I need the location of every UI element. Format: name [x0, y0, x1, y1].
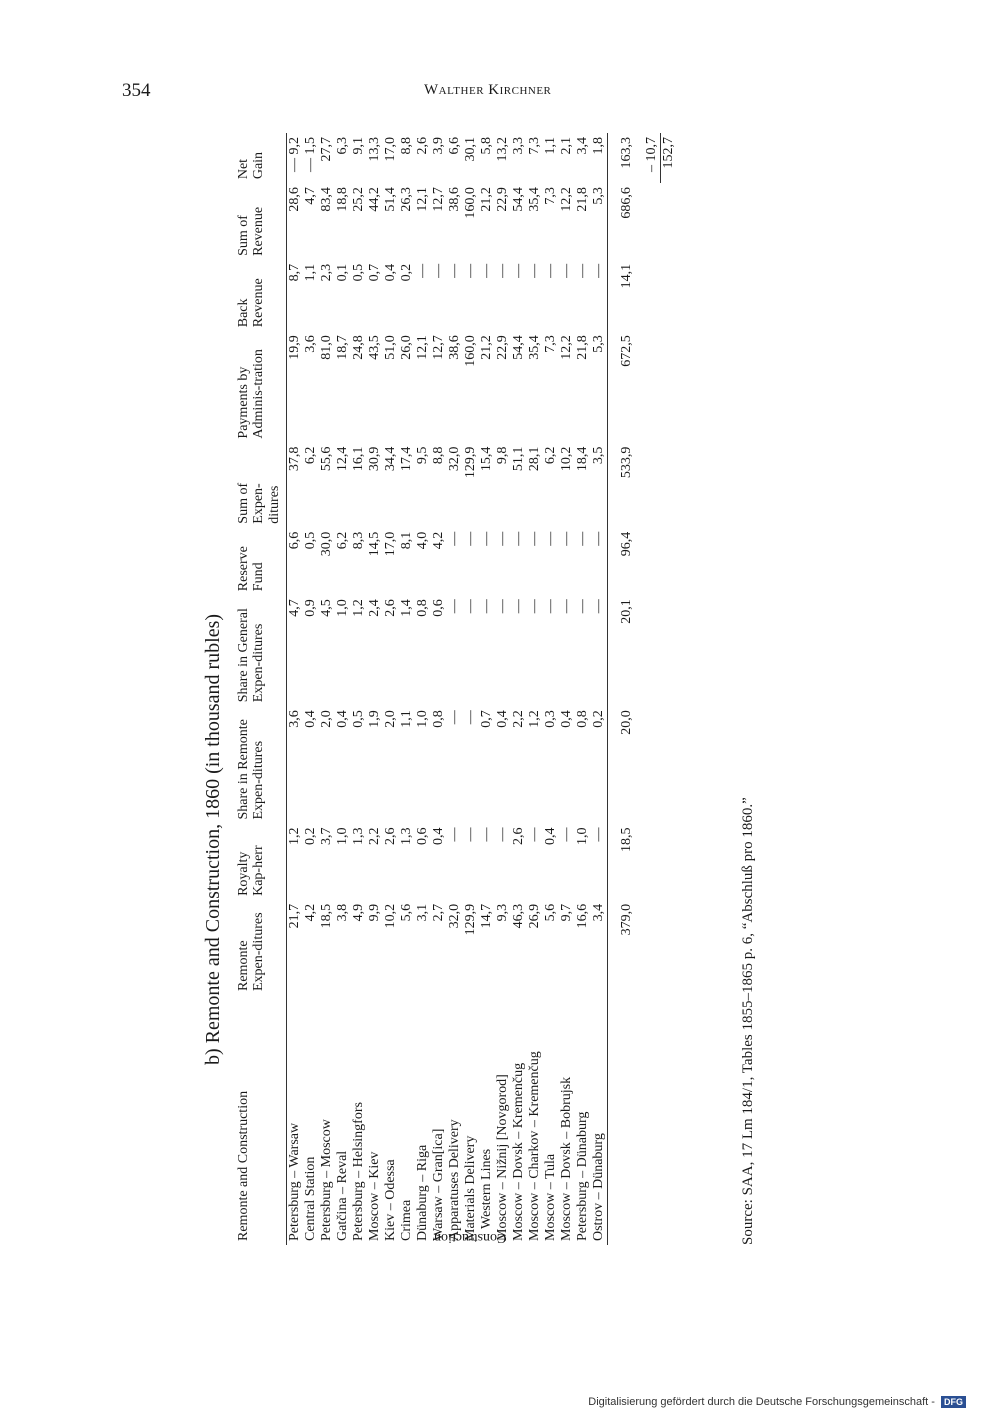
cell-value: 9,3: [495, 903, 511, 922]
cell-value: —: [463, 710, 479, 725]
cell-value: 16,1: [351, 446, 367, 472]
cell-value: 4,2: [303, 903, 319, 922]
cell-value: —: [463, 599, 479, 614]
cell-value: 18,8: [335, 187, 351, 212]
column-header: Net Gain: [236, 151, 267, 180]
row-label: Petersburg – Moscow: [319, 1119, 335, 1241]
cell-value: 21,7: [287, 903, 303, 929]
cell-value: 1,1: [543, 137, 559, 155]
cell-value: 8,3: [351, 531, 367, 550]
rotated-table-block: [202, 125, 782, 1245]
column-header: Royalty Kap-herr: [236, 845, 267, 896]
cell-value: 8,8: [399, 137, 415, 155]
cell-value: 5,8: [479, 137, 495, 155]
column-header: Share in Remonte Expen-ditures: [236, 719, 267, 820]
cell-value: —: [527, 599, 543, 614]
row-label: Western Lines: [479, 1148, 495, 1229]
cell-value: —: [463, 531, 479, 546]
cell-value: 0,2: [303, 827, 319, 845]
total-value: 20,0: [619, 710, 635, 735]
cell-value: 26,9: [527, 903, 543, 929]
row-label: Central Station: [303, 1156, 319, 1241]
row-label: Ostrov – Dünaburg: [591, 1133, 607, 1241]
cell-value: —: [479, 599, 495, 614]
cell-value: 2,4: [367, 599, 383, 617]
row-label: Materials Delivery: [463, 1135, 479, 1241]
cell-value: —: [527, 827, 543, 842]
cell-value: —: [479, 531, 495, 546]
cell-value: 3,8: [335, 903, 351, 922]
cell-value: 129,9: [463, 446, 479, 479]
table-row: [495, 133, 511, 1245]
net-total-row: [661, 133, 678, 1245]
cell-value: — 9,2: [287, 137, 303, 172]
table-row: [575, 133, 591, 1245]
cell-value: 34,4: [383, 446, 399, 472]
cell-value: 46,3: [511, 903, 527, 929]
cell-value: —: [543, 263, 559, 278]
table-row: [319, 133, 335, 1245]
cell-value: 2,7: [431, 903, 447, 922]
table-row: [415, 133, 431, 1245]
cell-value: 28,1: [527, 446, 543, 472]
cell-value: 1,3: [351, 827, 367, 845]
cell-value: 13,3: [367, 137, 383, 162]
cell-value: 14,5: [367, 531, 383, 557]
cell-value: 2,1: [559, 137, 575, 155]
table-row: [287, 133, 304, 1245]
table-row: [559, 133, 575, 1245]
cell-value: 24,8: [351, 335, 367, 360]
total-value: 20,1: [619, 599, 635, 624]
cell-value: 30,0: [319, 531, 335, 557]
row-label: Kiev – Odessa: [383, 1159, 399, 1241]
cell-value: 2,6: [511, 827, 527, 845]
cell-value: 12,1: [415, 187, 431, 212]
cell-value: —: [511, 263, 527, 278]
cell-value: 1,2: [351, 599, 367, 617]
cell-value: —: [479, 263, 495, 278]
cell-value: 21,8: [575, 335, 591, 360]
cell-value: 0,4: [543, 827, 559, 845]
cell-value: 81,0: [319, 335, 335, 360]
cell-value: 5,3: [591, 187, 607, 205]
cell-value: —: [543, 599, 559, 614]
column-header: Remonte Expen-ditures: [236, 912, 267, 991]
source-note: Source: SAA, 17 Lm 184/1, Tables 1855–1865 p. 6, “Abschluß pro 1860.”: [740, 797, 756, 1245]
cell-value: 26,0: [399, 335, 415, 360]
cell-value: —: [559, 599, 575, 614]
row-label: Moscow – Kiev: [367, 1151, 383, 1241]
cell-value: —: [575, 531, 591, 546]
row-label: Petersburg – Helsingfors: [351, 1102, 367, 1241]
cell-value: —: [575, 263, 591, 278]
cell-value: 12,7: [431, 335, 447, 360]
table-row: [527, 133, 543, 1245]
cell-value: 7,3: [543, 187, 559, 205]
cell-value: 1,0: [335, 827, 351, 845]
cell-value: —: [447, 531, 463, 546]
cell-value: 8,8: [431, 446, 447, 465]
cell-value: 43,5: [367, 335, 383, 360]
cell-value: —: [463, 263, 479, 278]
cell-value: 18,4: [575, 446, 591, 472]
cell-value: 13,2: [495, 137, 511, 162]
cell-value: 0,8: [575, 710, 591, 728]
dfg-logo: DFG: [941, 1396, 966, 1408]
cell-value: 18,5: [319, 903, 335, 929]
row-label: Moscow – Nižnij [Novgorod]: [495, 1074, 511, 1241]
cell-value: —: [495, 599, 511, 614]
cell-value: —: [575, 599, 591, 614]
row-label: Moscow – Charkov – Kremenčug: [527, 1051, 543, 1241]
table-row: [511, 133, 527, 1245]
column-header: Sum of Expen-ditures: [236, 482, 282, 524]
cell-value: 4,0: [415, 531, 431, 550]
row-label: Apparatuses Delivery: [447, 1119, 463, 1241]
cell-value: —: [543, 531, 559, 546]
cell-value: 27,7: [319, 137, 335, 162]
cell-value: 17,0: [383, 531, 399, 557]
cell-value: 0,4: [559, 710, 575, 728]
cell-value: 30,1: [463, 137, 479, 162]
cell-value: 17,0: [383, 137, 399, 162]
cell-value: 22,9: [495, 335, 511, 360]
construction-group-label: Construction: [434, 1230, 507, 1245]
cell-value: 12,2: [559, 335, 575, 360]
cell-value: 0,4: [303, 710, 319, 728]
cell-value: —: [511, 531, 527, 546]
cell-value: —: [559, 263, 575, 278]
table-row: [431, 133, 447, 1245]
total-value: 686,6: [619, 187, 635, 219]
cell-value: 7,3: [527, 137, 543, 155]
cell-value: 37,8: [287, 446, 303, 472]
cell-value: 2,0: [383, 710, 399, 728]
table-row: [447, 133, 463, 1245]
cell-value: 9,7: [559, 903, 575, 922]
cell-value: 0,6: [431, 599, 447, 617]
row-label: Gatčina – Reval: [335, 1150, 351, 1241]
cell-value: 28,6: [287, 187, 303, 212]
cell-value: 5,6: [543, 903, 559, 922]
cell-value: 18,7: [335, 335, 351, 360]
cell-value: —: [559, 827, 575, 842]
table-row: [383, 133, 399, 1245]
total-value: 163,3: [619, 137, 635, 169]
cell-value: 0,4: [495, 710, 511, 728]
cell-value: 83,4: [319, 187, 335, 212]
cell-value: 17,4: [399, 446, 415, 472]
cell-value: 0,2: [591, 710, 607, 728]
cell-value: —: [527, 263, 543, 278]
cell-value: —: [495, 827, 511, 842]
adjustment-value: – 10,7: [644, 133, 661, 183]
cell-value: —: [479, 827, 495, 842]
cell-value: 0,2: [399, 263, 415, 282]
column-header: Back Revenue: [236, 278, 267, 328]
page-number: 354: [122, 80, 151, 101]
cell-value: 0,9: [303, 599, 319, 617]
cell-value: 32,0: [447, 446, 463, 472]
cell-value: 44,2: [367, 187, 383, 212]
cell-value: 2,6: [383, 827, 399, 845]
cell-value: — 1,5: [303, 137, 319, 172]
cell-value: 5,6: [399, 903, 415, 922]
cell-value: 4,7: [287, 599, 303, 617]
cell-value: 3,6: [303, 335, 319, 353]
table-row: [303, 133, 319, 1245]
cell-value: 6,2: [303, 446, 319, 465]
table-row: [591, 133, 608, 1245]
cell-value: 6,3: [335, 137, 351, 155]
cell-value: 3,1: [415, 903, 431, 922]
cell-value: 21,8: [575, 187, 591, 212]
adjustment-row: [644, 133, 661, 1245]
cell-value: 12,1: [415, 335, 431, 360]
cell-value: 35,4: [527, 335, 543, 360]
cell-value: 1,2: [527, 710, 543, 728]
cell-value: 4,7: [303, 187, 319, 205]
cell-value: 54,4: [511, 187, 527, 212]
table-row: [367, 133, 383, 1245]
cell-value: 9,8: [495, 446, 511, 465]
cell-value: 8,7: [287, 263, 303, 282]
cell-value: 2,2: [511, 710, 527, 728]
cell-value: 54,4: [511, 335, 527, 360]
column-header: Payments by Adminis-tration: [236, 349, 267, 439]
cell-value: 0,6: [415, 827, 431, 845]
cell-value: 0,3: [543, 710, 559, 728]
running-head: Walther Kirchner: [424, 82, 552, 98]
cell-value: —: [447, 710, 463, 725]
cell-value: 32,0: [447, 903, 463, 929]
cell-value: —: [495, 263, 511, 278]
table-row: [479, 133, 495, 1245]
cell-value: 0,8: [415, 599, 431, 617]
cell-value: 9,5: [415, 446, 431, 465]
total-value: 18,5: [619, 827, 635, 852]
cell-value: 26,3: [399, 187, 415, 212]
cell-value: —: [559, 531, 575, 546]
table-title: b) Remonte and Construction, 1860 (in thousand rubles): [202, 613, 224, 1065]
cell-value: 2,6: [383, 599, 399, 617]
cell-value: 6,6: [287, 531, 303, 550]
cell-value: 16,6: [575, 903, 591, 929]
row-label: Crimea: [399, 1199, 415, 1241]
cell-value: 0,5: [351, 263, 367, 282]
cell-value: 5,3: [591, 335, 607, 353]
cell-value: 9,1: [351, 137, 367, 155]
cell-value: 15,4: [479, 446, 495, 472]
cell-value: 19,9: [287, 335, 303, 360]
cell-value: 4,9: [351, 903, 367, 922]
cell-value: 10,2: [383, 903, 399, 929]
cell-value: 1,0: [415, 710, 431, 728]
cell-value: 22,9: [495, 187, 511, 212]
cell-value: 1,3: [399, 827, 415, 845]
cell-value: —: [511, 599, 527, 614]
cell-value: 3,4: [575, 137, 591, 155]
cell-value: —: [527, 531, 543, 546]
cell-value: 1,1: [303, 263, 319, 282]
column-header: Remonte and Construction: [236, 1090, 251, 1241]
cell-value: —: [415, 263, 431, 278]
cell-value: 8,1: [399, 531, 415, 550]
cell-value: 9,9: [367, 903, 383, 922]
cell-value: —: [591, 531, 607, 546]
cell-value: 21,2: [479, 187, 495, 212]
cell-value: 1,0: [575, 827, 591, 845]
table-body: [287, 133, 678, 1245]
cell-value: 2,2: [367, 827, 383, 845]
cell-value: 1,2: [287, 827, 303, 845]
cell-value: 6,2: [543, 446, 559, 465]
cell-value: 2,6: [415, 137, 431, 155]
cell-value: 0,8: [431, 710, 447, 728]
cell-value: 30,9: [367, 446, 383, 472]
cell-value: 6,2: [335, 531, 351, 550]
row-label: Warsaw – Gran[ica]: [431, 1128, 447, 1241]
cell-value: 160,0: [463, 187, 479, 219]
cell-value: 38,6: [447, 335, 463, 360]
table-row: [399, 133, 415, 1245]
row-label: Moscow – Tula: [543, 1153, 559, 1241]
cell-value: 0,5: [351, 710, 367, 728]
total-value: 96,4: [619, 531, 635, 557]
cell-value: 51,1: [511, 446, 527, 472]
column-header: Reserve Fund: [236, 546, 267, 592]
cell-value: 35,4: [527, 187, 543, 212]
cell-value: 3,6: [287, 710, 303, 728]
cell-value: 4,2: [431, 531, 447, 550]
table-row: [351, 133, 367, 1245]
cell-value: 3,9: [431, 137, 447, 155]
cell-value: 160,0: [463, 335, 479, 367]
table-header-row: [234, 133, 287, 1245]
table-row: [335, 133, 351, 1245]
cell-value: 3,5: [591, 446, 607, 465]
row-label: Moscow – Dovsk – Bobrujsk: [559, 1076, 575, 1241]
cell-value: 0,7: [367, 263, 383, 282]
total-value: 379,0: [619, 903, 635, 936]
cell-value: 3,4: [591, 903, 607, 922]
cell-value: 0,7: [479, 710, 495, 728]
column-header: Sum of Revenue: [236, 206, 267, 256]
cell-value: 25,2: [351, 187, 367, 212]
cell-value: 4,5: [319, 599, 335, 617]
digitization-text: Digitalisierung gefördert durch die Deutsche Forschungsgemeinschaft -: [588, 1396, 935, 1408]
cell-value: 55,6: [319, 446, 335, 472]
cell-value: 1,9: [367, 710, 383, 728]
net-total-value: 152,7: [661, 137, 677, 169]
cell-value: 0,4: [431, 827, 447, 845]
cell-value: 7,3: [543, 335, 559, 353]
row-label: Petersburg – Dünaburg: [575, 1111, 591, 1241]
cell-value: 21,2: [479, 335, 495, 360]
cell-value: —: [447, 827, 463, 842]
column-header: Share in General Expen-ditures: [236, 608, 267, 703]
cell-value: 2,3: [319, 263, 335, 282]
cell-value: 129,9: [463, 903, 479, 936]
table-row: [463, 133, 479, 1245]
cell-value: 12,7: [431, 187, 447, 212]
cell-value: 2,0: [319, 710, 335, 728]
cell-value: 14,7: [479, 903, 495, 929]
cell-value: 51,4: [383, 187, 399, 212]
total-value: 14,1: [619, 263, 635, 289]
cell-value: 0,1: [335, 263, 351, 282]
row-label: Dünaburg – Riga: [415, 1144, 431, 1241]
cell-value: —: [431, 263, 447, 278]
cell-value: 0,4: [383, 263, 399, 282]
row-label: Petersburg – Warsaw: [287, 1122, 303, 1241]
cell-value: 1,0: [335, 599, 351, 617]
cell-value: 12,4: [335, 446, 351, 472]
cell-value: 10,2: [559, 446, 575, 472]
table-row: [543, 133, 559, 1245]
cell-value: —: [495, 531, 511, 546]
digitization-note: [588, 1396, 966, 1408]
totals-row: [608, 133, 645, 1245]
cell-value: 0,4: [335, 710, 351, 728]
cell-value: 6,6: [447, 137, 463, 155]
cell-value: —: [591, 263, 607, 278]
cell-value: —: [447, 263, 463, 278]
total-value: 672,5: [619, 335, 635, 367]
cell-value: 3,3: [511, 137, 527, 155]
cell-value: 3,7: [319, 827, 335, 845]
cell-value: 51,0: [383, 335, 399, 360]
cell-value: 1,4: [399, 599, 415, 617]
cell-value: —: [447, 599, 463, 614]
total-value: 533,9: [619, 446, 635, 479]
cell-value: 1,1: [399, 710, 415, 728]
cell-value: —: [463, 827, 479, 842]
cell-value: 38,6: [447, 187, 463, 212]
cell-value: 1,8: [591, 137, 607, 155]
cell-value: 12,2: [559, 187, 575, 212]
remonte-construction-table: [234, 133, 677, 1245]
cell-value: 0,5: [303, 531, 319, 550]
row-label: Moscow – Dovsk – Kremenčug: [511, 1062, 527, 1241]
cell-value: —: [591, 599, 607, 614]
cell-value: —: [591, 827, 607, 842]
